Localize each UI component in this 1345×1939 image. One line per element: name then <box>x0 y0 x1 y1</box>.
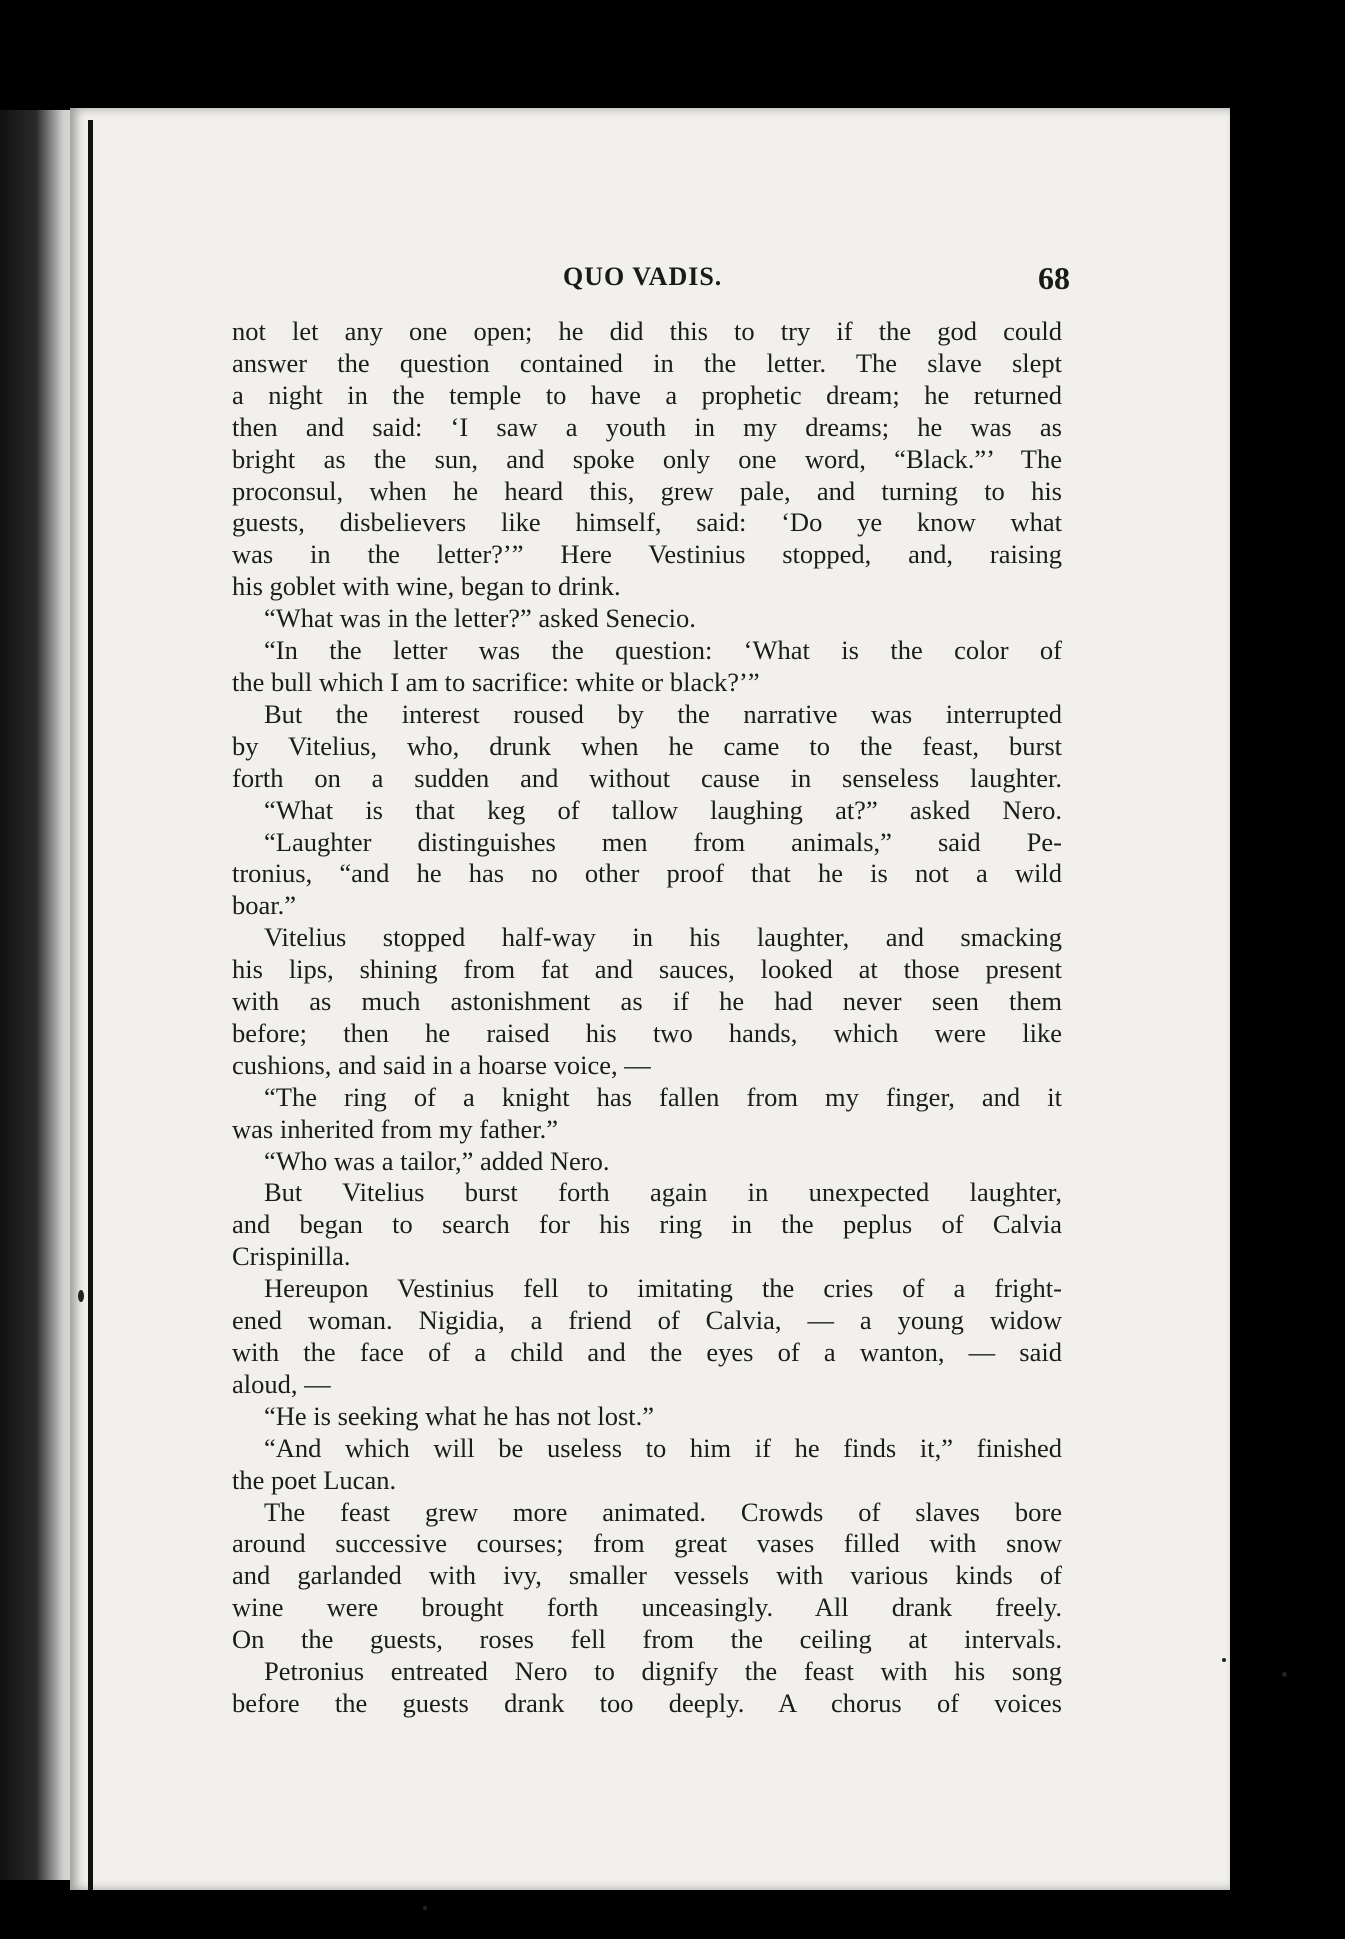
text-line: Vitelius stopped half-way in his laughter, and smacking <box>264 922 1062 953</box>
text-line: before; then he raised his two hands, which were like <box>232 1017 1062 1048</box>
text-line: was in the letter?’” Here Vestinius stopped, and, raising <box>232 539 1062 570</box>
text-line: wine were brought forth unceasingly. All drank freely. <box>232 1592 1062 1623</box>
text-line: But the interest roused by the narrative was interrupted <box>264 698 1062 729</box>
text-line: around successive courses; from great vases filled with snow <box>232 1528 1062 1559</box>
text-line: before the guests drank too deeply. A chorus of voices <box>232 1687 1062 1718</box>
scan-speck <box>1222 1658 1226 1662</box>
scan-speck <box>78 1290 84 1302</box>
text-line: and garlanded with ivy, smaller vessels with various kinds of <box>232 1560 1062 1591</box>
text-line: by Vitelius, who, drunk when he came to the feast, burst <box>232 730 1062 761</box>
text-line: But Vitelius burst forth again in unexpected laughter, <box>264 1177 1062 1208</box>
text-line: tronius, “and he has no other proof that he is not a wild <box>232 858 1062 889</box>
text-line: the poet Lucan. <box>232 1464 397 1495</box>
text-line: On the guests, roses fell from the ceiling at intervals. <box>232 1624 1062 1655</box>
text-line: his lips, shining from fat and sauces, looked at those present <box>232 954 1062 985</box>
page-number: 68 <box>1038 260 1070 296</box>
running-title: QUO VADIS. <box>563 262 723 291</box>
text-line: and began to search for his ring in the peplus of Calvia <box>232 1209 1062 1240</box>
text-line: “He is seeking what he has not lost.” <box>264 1400 655 1431</box>
body-text <box>232 316 1062 1720</box>
text-line: “And which will be useless to him if he finds it,” finished <box>264 1432 1062 1463</box>
text-line: The feast grew more animated. Crowds of slaves bore <box>264 1496 1062 1527</box>
text-line: “Who was a tailor,” added Nero. <box>264 1145 610 1176</box>
text-line: cushions, and said in a hoarse voice, — <box>232 1049 651 1080</box>
text-line: bright as the sun, and spoke only one word, “Black.”’ The <box>232 443 1062 474</box>
text-line: not let any one open; he did this to try if the god could <box>232 316 1062 346</box>
text-line: Hereupon Vestinius fell to imitating the cries of a fright- <box>264 1273 1062 1304</box>
scan-speck <box>1282 1672 1287 1677</box>
text-line: boar.” <box>232 890 297 921</box>
text-line: with the face of a child and the eyes of a wanton, — said <box>232 1337 1062 1367</box>
text-line: a night in the temple to have a prophetic dream; he returned <box>232 379 1062 410</box>
scan-speck <box>423 1906 427 1910</box>
text-line: was inherited from my father.” <box>232 1113 558 1144</box>
text-line: Crispinilla. <box>232 1241 351 1272</box>
text-line: answer the question contained in the letter. The slave slept <box>232 347 1062 378</box>
text-line: forth on a sudden and without cause in senseless laughter. <box>232 762 1062 793</box>
text-line: “The ring of a knight has fallen from my finger, and it <box>264 1081 1062 1112</box>
text-line: the bull which I am to sacrifice: white or black?’” <box>232 666 760 697</box>
page-fold-line <box>88 120 93 1890</box>
text-line: proconsul, when he heard this, grew pale, and turning to his <box>232 475 1062 506</box>
text-line: his goblet with wine, began to drink. <box>232 571 621 602</box>
text-line: guests, disbelievers like himself, said: ‘Do ye know what <box>232 507 1062 538</box>
text-line: “In the letter was the question: ‘What is the color of <box>264 635 1062 666</box>
text-line: “What was in the letter?” asked Senecio. <box>264 603 696 634</box>
text-line: “What is that keg of tallow laughing at?” asked Nero. <box>264 794 1062 825</box>
text-line: ened woman. Nigidia, a friend of Calvia, — a young widow <box>232 1305 1062 1336</box>
text-line: Petronius entreated Nero to dignify the feast with his song <box>264 1656 1062 1687</box>
page-header <box>225 262 1070 302</box>
text-line: aloud, — <box>232 1368 331 1399</box>
text-line: “Laughter distinguishes men from animals,” said Pe- <box>264 826 1062 857</box>
text-line: with as much astonishment as if he had never seen them <box>232 986 1062 1017</box>
text-line: then and said: ‘I saw a youth in my dreams; he was as <box>232 411 1062 442</box>
